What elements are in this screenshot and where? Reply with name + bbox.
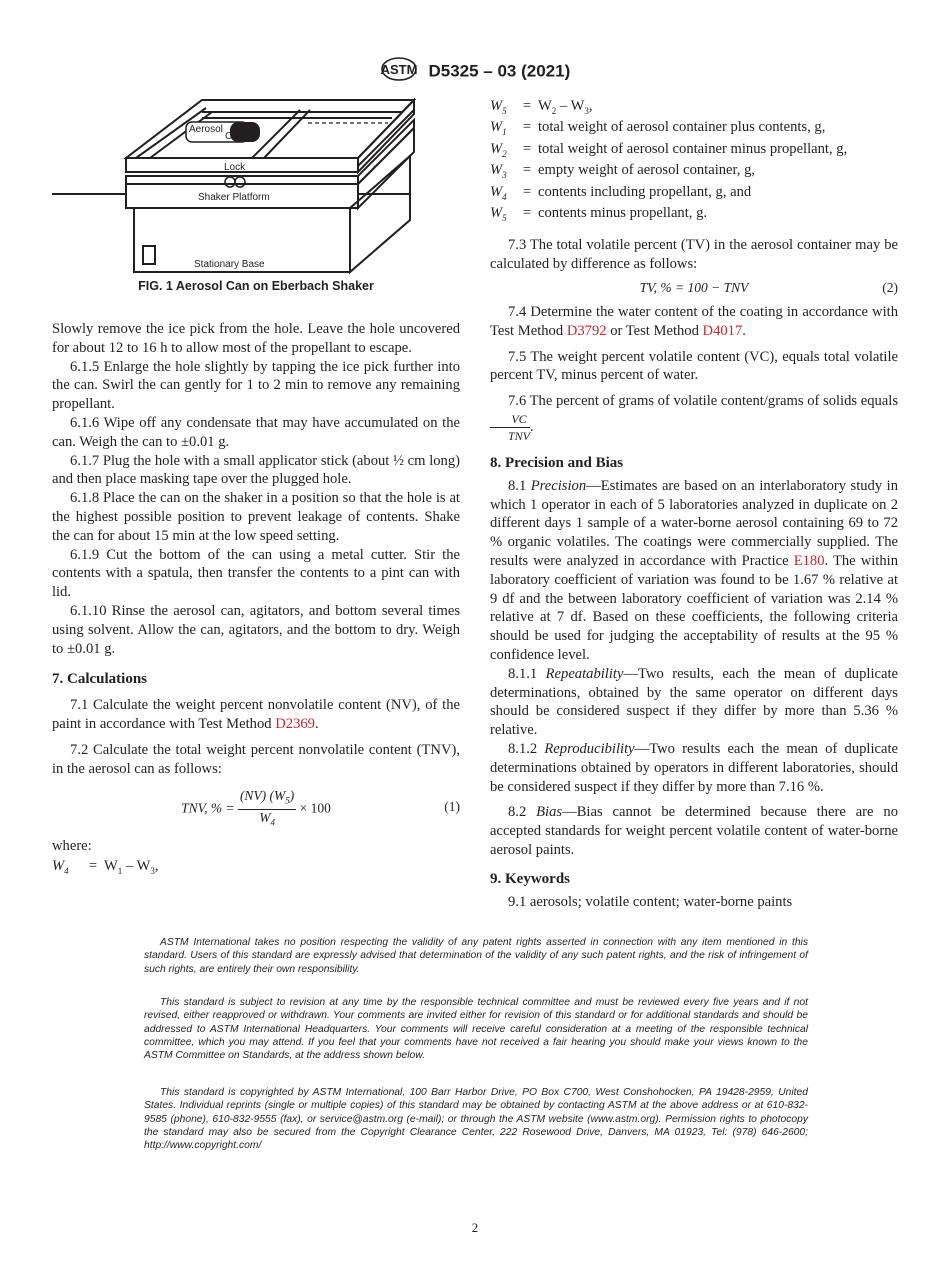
equation-number: (1) bbox=[444, 799, 460, 815]
paragraph-6-1-9: 6.1.9 Cut the bottom of the can using a metal cutter. Stir the contents with a spatula, then transfer the contents to a pint can with lid. bbox=[52, 546, 460, 601]
where-label: where: bbox=[52, 838, 92, 855]
paragraph-9-1: 9.1 aerosols; volatile content; water-borne paints bbox=[508, 893, 793, 910]
paragraph-8-1: 8.1 Precision—Estimates are based on an interlaboratory study in which 1 operator in each of 5 laboratories analyzed in duplicate on 2 different days 1 sample of a water-borne aerosol containing 69 to 72 % organic volatiles. The coatings were commercially supplied. The results were analyzed in accordance with Practice E180. The within laboratory coefficient of variation was found to be 1.67 % relative at 9 df and the between laboratory coefficient of variation was 2.14 % relative at 7 df. Based on these coefficients, the following criteria should be used for judging the acceptability of results at the 95 % confidence level. bbox=[490, 477, 899, 663]
definition-w2: $W_2$ = total weight of aerosol container minus propellant, g, bbox=[490, 140, 848, 159]
d4017-link[interactable]: D4017 bbox=[702, 322, 743, 339]
patent-notice: ASTM International takes no position respecting the validity of any patent rights asserted in connection with any item mentioned in this standard. Users of this standard are expressly advised that determination of the validity of any such patent rights, and the risk of infringement of such rights, are entirely their own responsibility. bbox=[144, 937, 808, 975]
paragraph-6-1-5: 6.1.5 Enlarge the hole slightly by tapping the ice pick further into the can. Swirl the can gently for 1 to 2 min to remove any remaining propellant. bbox=[52, 358, 460, 413]
paragraph-8-1-2: 8.1.2 Reproducibility—Two results each the mean of duplicate determinations obtained by operators in different laboratories, should be considered suspect if they differ by more than 7.16 %. bbox=[490, 740, 899, 795]
svg-text:ASTM: ASTM bbox=[380, 62, 418, 77]
equation-1: TNV, % = $\frac{(NV) (W_5)}{W_4}$ × 100 (1) bbox=[181, 788, 460, 828]
paragraph-7-1: 7.1 Calculate the weight percent nonvolatile content (NV), of the paint in accordance with Test Method D2369. bbox=[52, 697, 460, 732]
lock-label: Lock bbox=[224, 162, 246, 173]
base-label: Stationary Base bbox=[194, 259, 265, 270]
can-label: Can bbox=[225, 131, 244, 142]
paragraph-7-4: 7.4 Determine the water content of the coating in accordance with Test Method D3792 or Test Method D4017. bbox=[490, 304, 898, 339]
equation-2: TV, % = 100 − TNV (2) bbox=[490, 279, 898, 303]
figure-shaker-diagram bbox=[52, 96, 460, 281]
revision-notice: This standard is subject to revision at any time by the responsible technical committee and must be reviewed every five years and if not revised, either reapproved or withdrawn. Your comments are invited either for revision of this standard or for additional standards and should be addressed to ASTM International Headquarters. Your comments will receive careful consideration at a meeting of the responsible technical committee, which you may attend. If you feel that your comments have not received a fair hearing you should make your views known to the ASTM Committee on Standards, at the address shown below. bbox=[144, 997, 808, 1062]
aerosol-label: Aerosol bbox=[189, 124, 223, 135]
paragraph-7-6: 7.6 The percent of grams of volatile content/grams of solids equals $\frac{VC}{\text{TNV}}$ . bbox=[490, 392, 898, 444]
paragraph-6-1-10: 6.1.10 Rinse the aerosol can, agitators, and bottom several times using solvent. Allow the can, agitators, and the bottom to dry. Weigh to ±0.01 g. bbox=[52, 602, 460, 657]
paragraph-6-1-4-cont: Slowly remove the ice pick from the hole. Leave the hole uncovered for about 12 to 16 h to allow most of the propellant to escape. bbox=[52, 321, 460, 356]
weight-definitions bbox=[490, 98, 898, 226]
right-column bbox=[490, 98, 898, 911]
definition-w1: $W_1$ = total weight of aerosol container plus contents, g, bbox=[490, 119, 826, 138]
standard-designation: D5325 – 03 (2021) bbox=[428, 61, 571, 81]
paragraph-7-3: 7.3 The total volatile percent (TV) in the aerosol container may be calculated by difference as follows: bbox=[490, 237, 898, 273]
definition-w4: $W_4$ = $W_1 - W_3$, bbox=[52, 858, 159, 877]
paragraph-8-1-1: 8.1.1 Repeatability—Two results, each the mean of duplicate determinations, obtained by the same operator on different days should be considered suspect if they differ by more than 5.36 % relative. bbox=[490, 665, 898, 739]
page-header bbox=[0, 56, 950, 87]
e180-link[interactable]: E180 bbox=[793, 553, 825, 569]
page-number: 2 bbox=[471, 1220, 479, 1235]
section-7-heading: 7. Calculations bbox=[52, 671, 148, 688]
paragraph-6-1-6: 6.1.6 Wipe off any condensate that may have accumulated on the can. Weigh the can to ±0.01 g. bbox=[52, 414, 460, 450]
d3792-link[interactable]: D3792 bbox=[566, 322, 607, 339]
section-8-heading: 8. Precision and Bias bbox=[490, 455, 624, 472]
definition-w5: $W_5$ = $W_2 - W_3$, bbox=[490, 98, 593, 116]
paragraph-6-1-7: 6.1.7 Plug the hole with a small applicator stick (about ½ cm long) and then place masking tape over the plugged hole. bbox=[52, 452, 460, 488]
definition-w4: $W_4$ = contents including propellant, g, and bbox=[490, 183, 752, 202]
astm-logo-icon bbox=[380, 56, 418, 87]
section-9-heading: 9. Keywords bbox=[490, 870, 570, 887]
figure-caption: FIG. 1 Aerosol Can on Eberbach Shaker bbox=[138, 279, 374, 293]
platform-label: Shaker Platform bbox=[198, 192, 270, 203]
definition-w5b: $W_5$ = contents minus propellant, g. bbox=[490, 205, 708, 223]
paragraph-7-5: 7.5 The weight percent volatile content (VC), equals total volatile percent TV, minus percent of water. bbox=[490, 348, 898, 384]
paragraph-6-1-8: 6.1.8 Place the can on the shaker in a position so that the hole is at the highest possible position to prevent leakage of contents. Shake the can for about 15 min at the low speed setting. bbox=[52, 490, 460, 544]
paragraph-8-2: 8.2 Bias—Bias cannot be determined because there are no accepted standards for weight percent volatile content of water-borne aerosol paints. bbox=[490, 804, 898, 858]
d2369-link[interactable]: D2369 bbox=[275, 715, 315, 732]
eberbach-shaker-drawing bbox=[52, 96, 460, 276]
paragraph-7-2: 7.2 Calculate the total weight percent nonvolatile content (TNV), in the aerosol can as follows: bbox=[52, 741, 460, 777]
definition-w3: $W_3$ = empty weight of aerosol container, g, bbox=[490, 162, 756, 181]
left-column bbox=[52, 320, 460, 881]
copyright-notice: This standard is copyrighted by ASTM International, 100 Barr Harbor Drive, PO Box C700, West Conshohocken, PA 19428-2959, United States. Individual reprints (single or multiple copies) of this standard may be obtained by contacting ASTM at the above address or at 610-832-9585 (phone), 610-832-9555 (fax), or service@astm.org (e-mail); or through the ASTM website (www.astm.org). Permission rights to photocopy the standard may also be secured from the Copyright Clearance Center, 222 Rosewood Drive, Danvers, MA 01923, Tel: (978) 646-2600; http://www.copyright.com/ bbox=[144, 1087, 808, 1152]
equation-number: (2) bbox=[882, 280, 898, 296]
